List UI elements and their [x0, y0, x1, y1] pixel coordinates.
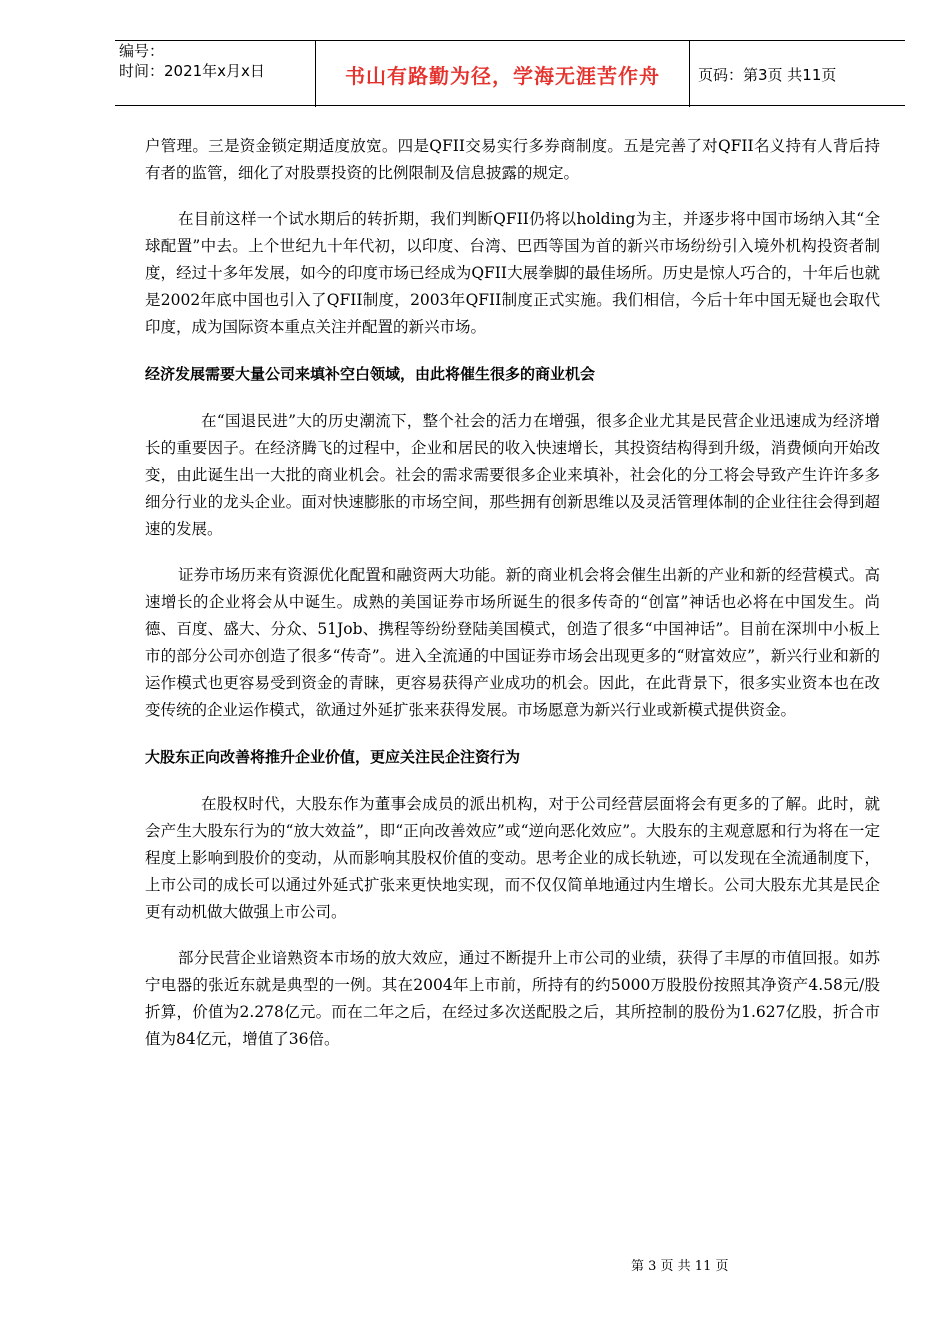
header-motto-cell — [316, 41, 690, 107]
body-paragraph: 部分民营企业谙熟资本市场的放大效应，通过不断提升上市公司的业绩，获得了丰厚的市值回报。如苏宁电器的张近东就是典型的一例。其在2004年上市前，所持有的约5000万股股份按照其净资产4.58元/股折算，价值为2.278亿元。而在二年之后，在经过多次送配股之后，其所控制的股份为1.627亿股，折合市值为84亿元，增值了36倍。 — [145, 949, 880, 1048]
document-number-label: 编号： — [119, 42, 165, 60]
body-paragraph: 在目前这样一个试水期后的转折期，我们判断QFII仍将以holding为主，并逐步将中国市场纳入其“全球配置”中去。上个世纪九十年代初，以印度、台湾、巴西等国为首的新兴市场纷纷引入境外机构投资者制度，经过十多年发展，如今的印度市场已经成为QFII大展拳脚的最佳场所。历史是惊人巧合的，十年后也就是2002年底中国也引入了QFII制度，2003年QFII制度正式实施。我们相信，今后十年中国无疑也会取代印度，成为国际资本重点关注并配置的新兴市场。 — [145, 210, 880, 336]
body-paragraph: 户管理。三是资金锁定期适度放宽。四是QFII交易实行多券商制度。五是完善了对QFII名义持有人背后持有者的监管，细化了对股票投资的比例限制及信息披露的规定。 — [145, 137, 880, 182]
page-footer: 第 3 页 共 11 页 — [631, 1259, 729, 1274]
section-heading: 经济发展需要大量公司来填补空白领域，由此将催生很多的商业机会 — [145, 365, 596, 383]
body-paragraph: 证券市场历来有资源优化配置和融资两大功能。新的商业机会将会催生出新的产业和新的经营模式。高速增长的企业将会从中诞生。成熟的美国证券市场所诞生的很多传奇的“创富”神话也必将在中国发生。尚德、百度、盛大、分众、51Job、携程等纷纷登陆美国模式，创造了很多“中国神话”。目前在深圳中小板上市的部分公司亦创造了很多“传奇”。进入全流通的中国证券市场会出现更多的“财富效应”，新兴行业和新的运作模式也更容易受到资金的青睐，更容易获得产业成功的机会。因此，在此背景下，很多实业资本也在改变传统的企业运作模式，欲通过外延扩张来获得发展。市场愿意为新兴行业或新模式提供资金。 — [145, 566, 880, 719]
page-header — [115, 40, 905, 106]
header-page-info: 页码：第3页 共11页 — [698, 65, 837, 84]
header-motto: 书山有路勤为径，学海无涯苦作舟 — [345, 63, 660, 88]
header-page-info-cell — [690, 41, 905, 107]
body-paragraph: 在股权时代，大股东作为董事会成员的派出机构，对于公司经营层面将会有更多的了解。此时，就会产生大股东行为的“放大效益”，即“正向改善效应”或“逆向恶化效应”。大股东的主观意愿和行为将在一定程度上影响到股价的变动，从而影响其股权价值的变动。思考企业的成长轨迹，可以发现在全流通制度下，上市公司的成长可以通过外延式扩张来更快地实现，而不仅仅简单地通过内生增长。公司大股东尤其是民企更有动机做大做强上市公司。 — [145, 795, 880, 921]
document-body — [145, 133, 880, 1053]
document-time-label: 时间：2021年x月x日 — [119, 62, 265, 80]
section-heading: 大股东正向改善将推升企业价值，更应关注民企注资行为 — [145, 748, 521, 766]
body-paragraph: 在“国退民进”大的历史潮流下，整个社会的活力在增强，很多企业尤其是民营企业迅速成为经济增长的重要因子。在经济腾飞的过程中，企业和居民的收入快速增长，其投资结构得到升级，消费倾向开始改变，由此诞生出一大批的商业机会。社会的需求需要很多企业来填补，社会化的分工将会导致产生许许多多细分行业的龙头企业。面对快速膨胀的市场空间，那些拥有创新思维以及灵活管理体制的企业往往会得到超速的发展。 — [145, 412, 880, 538]
header-meta — [115, 41, 316, 107]
